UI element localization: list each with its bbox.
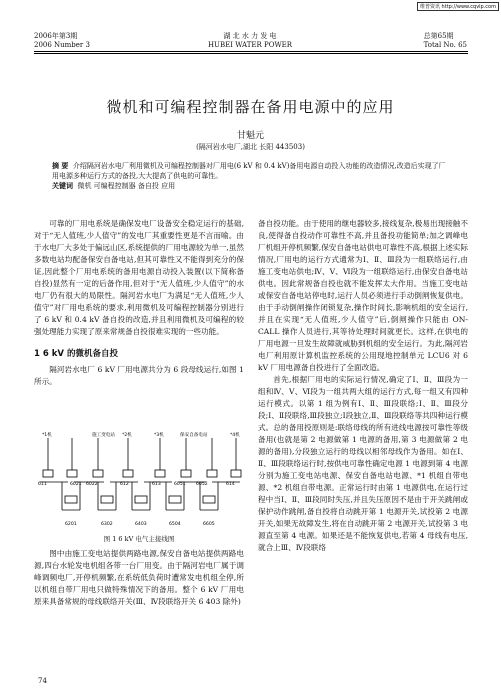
left-column-lower <box>34 548 244 608</box>
abstract-block <box>52 161 452 191</box>
breaker-6605: 6605 <box>203 522 215 527</box>
unit-label-2: *2机 <box>122 433 132 438</box>
header-journal-en: HUBEI WATER POWER <box>207 41 293 49</box>
left-column <box>34 218 244 388</box>
affiliation: (隔河岩水电厂,湖北 长阳 443503) <box>196 143 305 151</box>
right-paragraph-1: 备自投功能。由于使用的继电器较多,接线复杂,极易出现接触不良,使得备自投动作可靠性不高,并且备投功能简单;加之调峰电厂机组开停机频繁,保安自备电站供电可靠性不高,根据上述实际情况,厂用电的运行方式通常为Ⅰ、Ⅱ、Ⅲ段为一组联络运行,由施工变电站供电;Ⅳ、Ⅴ、Ⅵ段为一组联络运行,由保安自备电站供电。因此常规备自投也就不能发挥太大作用。当施工变电站或保安自备电站停电时,运行人员必须进行手动倒闸恢复供电。由于手动倒闸操作闭锁复杂,操作时间长,影响机组的安全运行,并且在实现“无人值班,少人值守”后,倒闸操作只能由 ON-CALL 操作人员进行,其等待处理时间就更长。这样,在供电的厂用电源一旦发生故障就威胁到机组的安全运行。为此,隔河岩电厂利用原计算机监控系统的公用现地控制单元 LCU6 对 6 kV 厂用电源备自投进行了全面改造。 <box>258 219 468 372</box>
section-paragraph: 隔河岩水电厂 6 kV 厂用电源共分为 6 段母线运行,如图 1 所示。 <box>34 365 244 386</box>
breaker-6403: 6403 <box>135 522 147 527</box>
breaker-613: 613 <box>152 482 161 487</box>
section-heading: 1 6 kV 的微机备自投 <box>34 349 118 359</box>
abstract-text: 介绍隔河岩水电厂利用微机及可编程控制器对厂用电(6 kV 和 0.4 kV)备用电源自动投入功能的改造情况,改造后实现了厂用电源多种运行方式的备投,大大提高了供电的可靠性。 <box>52 162 446 180</box>
breaker-6302: 6302 <box>101 522 113 527</box>
header-issue-en: 2006 Number 3 <box>34 41 90 49</box>
breaker-614: 614 <box>226 482 235 487</box>
figure-paragraph: 图中由施工变电站提供两路电源,保安自备电站提供两路电源,四台水轮发电机组各带一台厂用变。由于隔河岩电厂属于调峰调频电厂,开停机频繁,在系统低负荷时遭常发电机组全停,所以机组自带厂用电只做特殊情况下的备用。整个 6 kV 厂用电原来具备常规的母线联络开关(Ⅲ、Ⅳ段联络开关 6 403 除外) <box>34 549 244 606</box>
breaker-6021: 6021 <box>70 482 82 487</box>
page-number: 74 <box>38 677 47 685</box>
header-rule-thin <box>34 53 468 54</box>
unit-label-3: *3机 <box>154 433 164 438</box>
header-journal-cn: 湖 北 水 力 发 电 <box>223 32 277 40</box>
source-stamp: 维普资讯 http://www.cqvip.com <box>417 2 499 11</box>
breaker-6201: 6201 <box>65 522 77 527</box>
breaker-6051: 6051 <box>174 482 186 487</box>
header-total-cn: 总第65期 <box>423 32 454 40</box>
unit-label-4: *4机 <box>230 433 240 438</box>
supply-label-2: 保安自备电站 <box>180 433 208 438</box>
breaker-612: 612 <box>120 482 129 487</box>
breaker-6052: 6052 <box>196 482 208 487</box>
author: 甘魁元 <box>236 131 264 141</box>
breaker-611: 611 <box>38 482 47 487</box>
wiring-diagram <box>34 430 244 530</box>
figure-caption: 图 1 6 kV 电气主接线图 <box>103 535 175 543</box>
right-paragraph-2: 首先,根据厂用电的实际运行情况,确定了Ⅰ、Ⅱ、Ⅲ段为一组和Ⅳ、Ⅴ、Ⅵ段为一组共两大组的运行方式,每一组又有四种运行模式。以第 1 组为例有Ⅰ、Ⅱ、Ⅲ段联络;Ⅰ、Ⅱ、Ⅲ段分段;Ⅰ、Ⅱ段联络,Ⅲ段独立;Ⅰ段独立,Ⅱ、Ⅲ段联络等共四种运行模式。总的备用投原则是:联络母线的所有进线电源按可靠性等级备用(也就是第 2 电源做第 1 电源的备用,第 3 电源做第 2 电源的备用),分段独立运行的母线以相邻母线作为备用。如在Ⅰ、Ⅱ、Ⅲ段联络运行时,按供电可靠性确定电源 1 电源到第 4 电源分别为施工变电站电源、保安自备电站电源、*1 机组自带电源、*2 机组自带电源。正常运行时由第 1 电源供电,在运行过程中当Ⅰ、Ⅱ、Ⅲ段同时失压,并且失压原因不是由于开关跳闸或保护动作跳闸,备自投将自动跳开第 1 电源开关,试投第 2 电源开关,如果无故障发生,将在自动跳开第 2 电源开关,试投第 3 电源直至第 4 电源。如果还是不能恢复供电,若第 4 母线有电压,就合上Ⅲ、Ⅳ段联络 <box>258 375 468 552</box>
unit-label-1: *1机 <box>42 433 52 438</box>
supply-label-1: 施工变电站 <box>92 433 115 438</box>
keywords-text: 微机 可编程控制器 备自投 应用 <box>77 182 176 190</box>
breaker-6504: 6504 <box>169 522 181 527</box>
keywords-label: 关键词 <box>52 182 73 190</box>
header-issue-cn: 2006年第3期 <box>34 32 78 40</box>
header-rule <box>34 51 468 52</box>
intro-paragraph: 可靠的厂用电系统是确保发电厂设备安全稳定运行的基础,对于“无人值班,少人值守”的发电厂其重要性更是不言而喻。由于水电厂大多处于偏远山区,系统提供的厂用电源较为单一,虽然多数电站均配备保安自备电站,但其可靠性又不能得到充分的保证,因此整个厂用电系统的备用电源自动投入装置(以下简称备自投)显然有一定的后备作用,但对于“无人值班,少人值守”的水电厂仍有很大的局限性。隔河岩水电厂为满足“无人值班,少人值守”对厂用电系统的要求,利用微机及可编程控制器分别进行了 6 kV 和 0.4 kV 备自投的改造,并且利用微机及可编程的较强处理能力实现了原来常规备自投很难实现的一些功能。 <box>34 219 244 336</box>
right-column <box>258 218 468 554</box>
header-issue <box>34 32 90 50</box>
breaker-6022: 6022 <box>86 482 98 487</box>
header-total-en: Total No. 65 <box>423 41 467 49</box>
abstract-label: 摘 要 <box>52 162 69 170</box>
header-journal <box>180 32 320 50</box>
article-title: 微机和可编程控制器在备用电源中的应用 <box>106 98 395 116</box>
header-total <box>424 32 467 50</box>
